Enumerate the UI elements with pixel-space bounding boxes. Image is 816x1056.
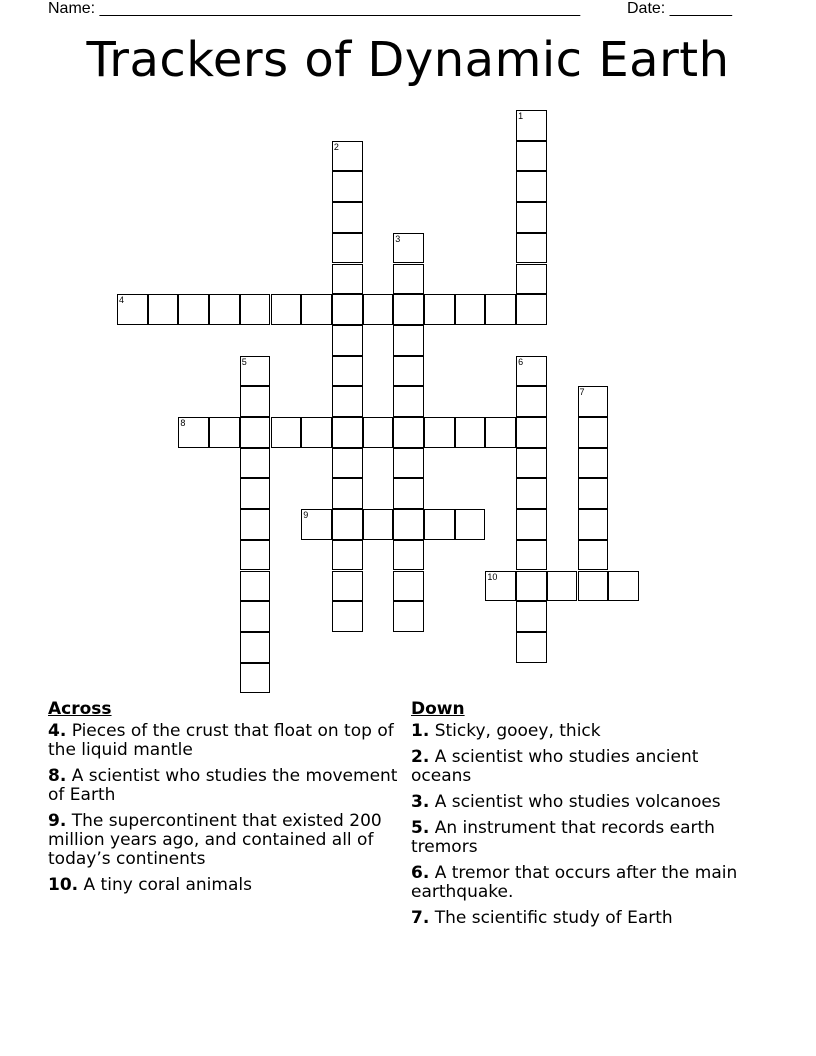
crossword-cell[interactable] [240,417,271,448]
cell-number: 7 [579,387,585,398]
crossword-cell[interactable] [240,478,271,509]
crossword-cell[interactable] [516,417,547,448]
crossword-cell[interactable] [240,601,271,632]
crossword-cell[interactable] [240,356,271,387]
clue-text: An instrument that records earth tremors [411,818,715,857]
clue-number: 2. [411,747,430,767]
clue-text: A scientist who studies ancient oceans [411,747,699,786]
down-clue-list [411,722,761,928]
clue-text: The scientific study of Earth [429,908,673,928]
crossword-cell[interactable] [240,571,271,602]
crossword-cell[interactable] [301,509,332,540]
crossword-cell[interactable] [393,509,424,540]
crossword-cell[interactable] [240,448,271,479]
crossword-cell[interactable] [393,386,424,417]
crossword-cell[interactable] [424,417,455,448]
crossword-cell[interactable] [393,417,424,448]
clue-text: A scientist who studies the movement of Earth [48,766,398,805]
crossword-cell[interactable] [516,264,547,295]
down-clue [411,864,761,902]
crossword-cell[interactable] [332,264,363,295]
crossword-cell[interactable] [301,417,332,448]
clue-number: 10. [48,875,79,895]
crossword-cell[interactable] [516,448,547,479]
crossword-cell[interactable] [516,110,547,141]
crossword-cell[interactable] [332,141,363,172]
across-clue [48,767,403,805]
crossword-cell[interactable] [455,417,486,448]
crossword-cell[interactable] [578,448,609,479]
crossword-cell[interactable] [516,386,547,417]
crossword-cell[interactable] [516,601,547,632]
crossword-cell[interactable] [332,233,363,264]
down-clue [411,748,761,786]
crossword-cell[interactable] [393,325,424,356]
crossword-cell[interactable] [148,294,179,325]
crossword-cell[interactable] [608,571,639,602]
crossword-cell[interactable] [240,294,271,325]
crossword-cell[interactable] [240,386,271,417]
down-clues [411,700,761,935]
crossword-cell[interactable] [516,356,547,387]
crossword-cell[interactable] [178,294,209,325]
clue-number: 5. [411,818,430,838]
crossword-cell[interactable] [393,540,424,571]
crossword-cell[interactable] [547,571,578,602]
crossword-cell[interactable] [301,294,332,325]
clue-text: Sticky, gooey, thick [429,721,601,741]
crossword-cell[interactable] [424,509,455,540]
cell-number: 4 [119,295,125,306]
crossword-cell[interactable] [117,294,148,325]
crossword-cell[interactable] [240,540,271,571]
crossword-cell[interactable] [332,417,363,448]
crossword-cell[interactable] [393,448,424,479]
crossword-cell[interactable] [578,571,609,602]
crossword-cell[interactable] [393,264,424,295]
crossword-cell[interactable] [578,478,609,509]
across-clues [48,700,403,902]
crossword-cell[interactable] [271,294,302,325]
crossword-cell[interactable] [363,294,394,325]
crossword-cell[interactable] [332,171,363,202]
down-clue [411,819,761,857]
name-field-label: Name: ______________________________________________________ [48,0,581,17]
crossword-cell[interactable] [516,202,547,233]
clue-text: A tiny coral animals [78,875,252,895]
down-clue [411,793,761,812]
across-heading: Across [48,699,112,719]
crossword-cell[interactable] [424,294,455,325]
across-clue [48,722,403,760]
crossword-cell[interactable] [516,478,547,509]
crossword-cell[interactable] [455,509,486,540]
clue-number: 7. [411,908,430,928]
crossword-cell[interactable] [516,632,547,663]
crossword-cell[interactable] [332,448,363,479]
crossword-cell[interactable] [240,632,271,663]
clue-number: 8. [48,766,67,786]
clue-text: Pieces of the crust that float on top of the liquid mantle [48,721,394,760]
crossword-cell[interactable] [516,233,547,264]
date-field-label: Date: _______ [627,0,732,17]
crossword-cell[interactable] [578,386,609,417]
cell-number: 9 [303,510,309,521]
crossword-cell[interactable] [240,663,271,694]
cell-number: 10 [487,571,498,582]
crossword-cell[interactable] [332,601,363,632]
cell-number: 2 [333,141,339,152]
crossword-cell[interactable] [363,417,394,448]
crossword-cell[interactable] [516,540,547,571]
crossword-cell[interactable] [332,386,363,417]
page-title: Trackers of Dynamic Earth [86,32,730,88]
clue-number: 3. [411,792,430,812]
crossword-cell[interactable] [332,478,363,509]
across-clue [48,812,403,869]
down-heading: Down [411,699,465,719]
crossword-cell[interactable] [332,509,363,540]
clue-number: 6. [411,863,430,883]
clue-number: 1. [411,721,430,741]
crossword-cell[interactable] [455,294,486,325]
crossword-cell[interactable] [516,509,547,540]
crossword-cell[interactable] [516,571,547,602]
clue-text: The supercontinent that existed 200 million years ago, and contained all of today’s continents [48,811,382,869]
crossword-cell[interactable] [485,417,516,448]
down-clue [411,909,761,928]
across-clue-list [48,722,403,895]
crossword-cell[interactable] [393,571,424,602]
across-clue [48,876,403,895]
clue-text: A tremor that occurs after the main earthquake. [411,863,738,902]
crossword-cell[interactable] [209,417,240,448]
cell-number: 6 [518,356,524,367]
crossword-cell[interactable] [271,417,302,448]
clue-text: A scientist who studies volcanoes [429,792,721,812]
cell-number: 5 [241,356,247,367]
crossword-cell[interactable] [332,540,363,571]
crossword-cell[interactable] [332,356,363,387]
clue-number: 4. [48,721,67,741]
crossword-cell[interactable] [393,601,424,632]
crossword-cell[interactable] [332,325,363,356]
crossword-cell[interactable] [578,540,609,571]
crossword-cell[interactable] [516,294,547,325]
crossword-cell[interactable] [485,571,516,602]
clue-number: 9. [48,811,67,831]
crossword-cell[interactable] [578,417,609,448]
crossword-cell[interactable] [209,294,240,325]
down-clue [411,722,761,741]
crossword-cell[interactable] [332,202,363,233]
crossword-cell[interactable] [516,141,547,172]
crossword-cell[interactable] [578,509,609,540]
crossword-cell[interactable] [393,294,424,325]
cell-number: 3 [395,233,401,244]
crossword-cell[interactable] [485,294,516,325]
crossword-cell[interactable] [240,509,271,540]
crossword-cell[interactable] [332,571,363,602]
crossword-cell[interactable] [516,171,547,202]
crossword-cell[interactable] [393,233,424,264]
crossword-cell[interactable] [393,356,424,387]
crossword-cell[interactable] [393,478,424,509]
cell-number: 8 [180,418,186,428]
crossword-cell[interactable] [332,294,363,325]
cell-number: 1 [518,111,524,121]
crossword-cell[interactable] [363,509,394,540]
crossword-cell[interactable] [178,417,209,448]
